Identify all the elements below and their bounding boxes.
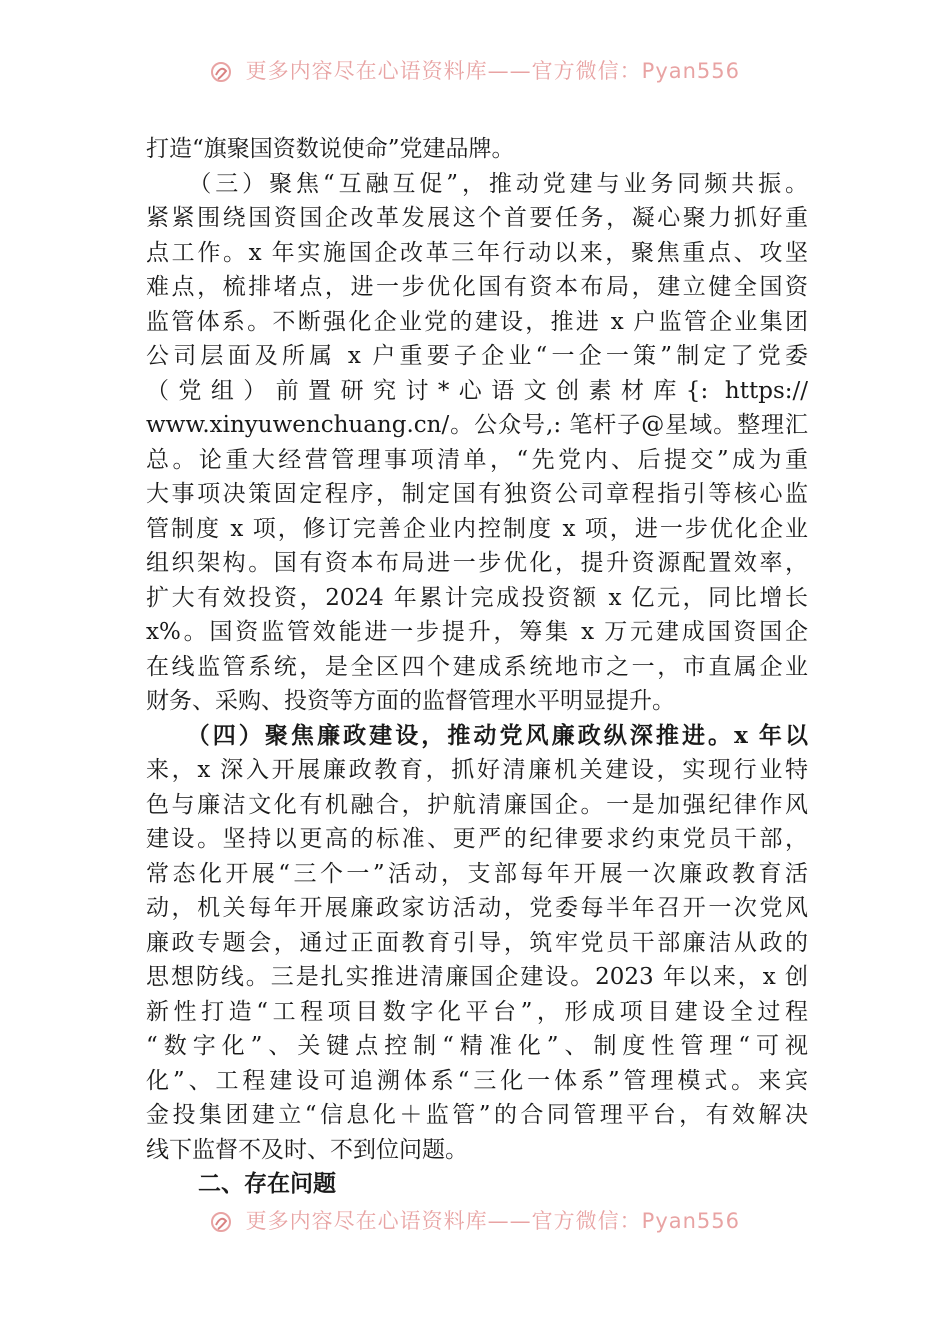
text-line: 色与廉洁文化有机融合，护航清廉国企。一是加强纪律作风 [146,791,808,818]
text-line: 动，机关每年开展廉政家访活动，党委每半年召开一次党风 [146,895,808,921]
text-line: 组织架构。国有资本布局进一步优化，提升资源配置效率， [146,550,808,576]
watermark-top [0,58,950,84]
text-line: 金投集团建立“信息化＋监管”的合同管理平台，有效解决 [146,1102,808,1128]
logo-icon [210,1211,232,1233]
text-line: 建设。坚持以更高的标准、更严的纪律要求约束党员干部， [146,826,808,852]
watermark-text: 更多内容尽在心语资料库——官方微信：Pyan556 [245,59,741,83]
section-heading: 二、存在问题 [198,1171,336,1197]
text-line: 新性打造“工程项目数字化平台”，形成项目建设全过程 [146,998,808,1025]
text-line: 打造“旗聚国资数说使命”党建品牌。 [146,136,515,162]
text-line: 难点，梳排堵点，进一步优化国有资本布局，建立健全国资 [146,274,808,300]
text-line: 化”、工程建设可追溯体系“三化一体系”管理模式。来宾 [146,1067,808,1094]
text-line: 廉政专题会，通过正面教育引导，筑牢党员干部廉洁从政的 [146,929,808,956]
subsection-heading-three: （三）聚焦“互融互促”，推动党建与业务同频共振。 [146,170,808,197]
document-body [146,132,808,1202]
subsection-heading-four: （四）聚焦廉政建设，推动党风廉政纵深推进。x 年以 [146,721,808,749]
text-line: 监管体系。不断强化企业党的建设，推进 x 户监管企业集团 [146,308,808,335]
text-line: 在线监管系统，是全区四个建成系统地市之一，市直属企业 [146,653,808,680]
text-line: 常态化开展“三个一”活动，支部每年开展一次廉政教育活 [146,860,808,887]
text-line: 来，x 深入开展廉政教育，抓好清廉机关建设，实现行业特 [146,757,808,783]
text-line: 线下监督不及时、不到位问题。 [146,1136,468,1163]
text-line: x%。国资监管效能进一步提升，筹集 x 万元建成国资国企 [146,619,808,645]
text-line: 紧紧围绕国资国企改革发展这个首要任务，凝心聚力抓好重 [146,205,808,231]
text-line: 思想防线。三是扎实推进清廉国企建设。2023 年以来，x 创 [146,964,808,990]
text-line: 公司层面及所属 x 户重要子企业“一企一策”制定了党委 [146,343,808,369]
text-line: 扩大有效投资，2024 年累计完成投资额 x 亿元，同比增长 [146,584,808,611]
text-line: www.xinyuwenchuang.cn/。公众号,: 笔杆子@星域。整理汇 [146,412,808,438]
text-line: （党组）前置研究讨*心语文创素材库{: https:// [146,377,808,404]
watermark-bottom [0,1208,950,1234]
logo-icon [210,61,232,83]
text-line: 点工作。x 年实施国企改革三年行动以来，聚焦重点、攻坚 [146,239,808,266]
watermark-text: 更多内容尽在心语资料库——官方微信：Pyan556 [245,1209,741,1233]
text-line: 管制度 x 项，修订完善企业内控制度 x 项，进一步优化企业 [146,515,808,542]
text-line: 财务、采购、投资等方面的监督管理水平明显提升。 [146,688,675,714]
text-line: 总。论重大经营管理事项清单，“先党内、后提交”成为重 [146,446,808,473]
text-line: 大事项决策固定程序，制定国有独资公司章程指引等核心监 [146,481,808,507]
text-line: “数字化”、关键点控制“精准化”、制度性管理“可视 [146,1033,808,1059]
